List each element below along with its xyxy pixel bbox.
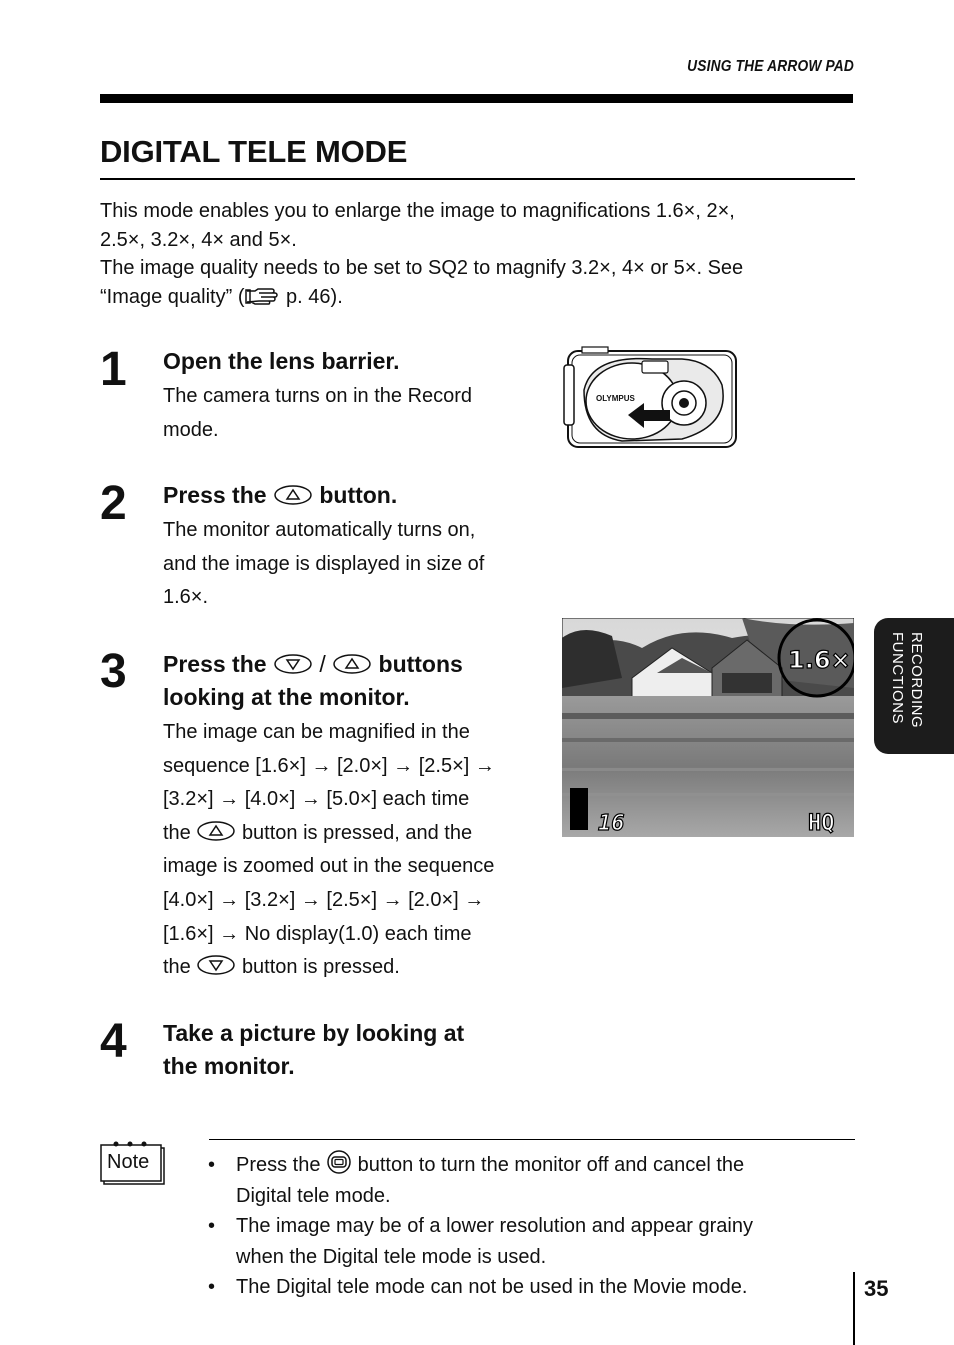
step-number: 4 — [100, 1015, 127, 1068]
step-body-text: the — [163, 821, 191, 844]
note-text: Digital tele mode. — [236, 1184, 391, 1207]
step-body-line: and the image is displayed in size of — [163, 552, 485, 575]
down-arrow-button-icon — [196, 954, 236, 976]
section-title-rule — [100, 178, 855, 180]
step-body-line — [163, 951, 495, 985]
side-tab-line: RECORDING — [908, 632, 925, 729]
quality-indicator: HQ — [808, 811, 835, 836]
monitor-button-icon — [326, 1150, 352, 1174]
camera-brand-text: OLYMPUS — [596, 394, 635, 403]
step-title: Open the lens barrier. — [163, 348, 400, 374]
note-text: Press the — [236, 1154, 321, 1176]
frame-count: 16 — [598, 811, 625, 836]
step-body-line: The monitor automatically turns on, — [163, 519, 476, 541]
step-body-line: mode. — [163, 418, 219, 441]
step-number: 3 — [100, 645, 127, 698]
note-rule — [209, 1139, 855, 1140]
note-badge — [100, 1140, 166, 1186]
chapter-side-tab-label — [888, 632, 926, 728]
page-reference-hand-icon — [245, 287, 281, 305]
step-body-line: image is zoomed out in the sequence — [163, 855, 495, 878]
step-body-text: the — [163, 956, 191, 979]
page-number: 35 — [864, 1276, 889, 1301]
side-tab-line: FUNCTIONS — [889, 632, 906, 724]
step-body-line — [163, 817, 495, 851]
step-title — [163, 648, 463, 714]
step-number: 1 — [100, 343, 127, 396]
note-item — [208, 1211, 848, 1272]
note-text: The Digital tele mode can not be used in the Movie mode. — [236, 1276, 748, 1298]
intro-text: p. 46). — [280, 285, 343, 308]
bullet: • — [208, 1154, 216, 1176]
note-list — [208, 1150, 848, 1303]
step-body-text: button is pressed. — [241, 956, 400, 979]
step-body-text: button is pressed, and the — [241, 821, 473, 844]
step-title-text: buttons — [378, 651, 463, 677]
camera-drawing — [562, 345, 740, 451]
step-body-line: sequence [1.6×] → [2.0×] → [2.5×] → — [163, 754, 495, 777]
step-title-line: looking at the monitor. — [163, 684, 410, 710]
up-arrow-button-icon — [332, 653, 372, 675]
step-title-text: Press the — [163, 651, 267, 677]
intro-line: 2.5×, 3.2×, 4× and 5×. — [100, 228, 297, 251]
up-arrow-button-icon — [196, 820, 236, 842]
step-body-line: [3.2×] → [4.0×] → [5.0×] each time — [163, 788, 470, 811]
step-body — [163, 716, 495, 985]
note-label: Note — [107, 1151, 150, 1173]
up-arrow-button-icon — [273, 484, 313, 506]
camera-illustration — [562, 345, 740, 451]
step-body-line: [4.0×] → [3.2×] → [2.5×] → [2.0×] → — [163, 888, 485, 911]
header-rule — [100, 94, 853, 103]
step-title-line: the monitor. — [163, 1053, 295, 1079]
step-title — [163, 1017, 464, 1083]
step-body — [163, 380, 472, 447]
bullet: • — [208, 1276, 216, 1298]
bullet: • — [208, 1215, 216, 1237]
intro-line: This mode enables you to enlarge the image to magnifications 1.6×, 2×, — [100, 200, 735, 222]
section-title: DIGITAL TELE MODE — [100, 134, 408, 169]
step-body — [163, 514, 484, 615]
zoom-indicator: 1.6× — [788, 646, 851, 674]
chapter-side-tab — [874, 618, 954, 754]
step-title — [163, 479, 397, 512]
step-body-line: [1.6×] → No display(1.0) each time — [163, 922, 472, 945]
note-item — [208, 1150, 848, 1211]
note-text: when the Digital tele mode is used. — [236, 1245, 547, 1268]
step-body-line: The camera turns on in the Record — [163, 385, 473, 407]
note-item — [208, 1272, 848, 1303]
step-body-line: 1.6×. — [163, 586, 209, 609]
down-arrow-button-icon — [273, 653, 313, 675]
step-title-line — [163, 648, 463, 681]
intro-line — [100, 283, 840, 312]
intro-paragraph — [100, 197, 840, 311]
running-header: USING THE ARROW PAD — [687, 58, 854, 75]
note-text: The image may be of a lower resolution and appear grainy — [236, 1215, 753, 1237]
step-title-text: button. — [319, 482, 398, 508]
monitor-screen-image — [562, 618, 854, 837]
step-number: 2 — [100, 477, 127, 530]
step-body-line: The image can be magnified in the — [163, 721, 470, 743]
intro-line: The image quality needs to be set to SQ2 to magnify 3.2×, 4× or 5×. See — [100, 257, 744, 279]
step-title-text: / — [319, 651, 326, 677]
note-text: button to turn the monitor off and cancel the — [357, 1154, 745, 1176]
step-title-line: Take a picture by looking at — [163, 1020, 465, 1046]
intro-text: “Image quality” ( — [100, 285, 245, 308]
step-title-text: Press the — [163, 482, 267, 508]
page-number-rule — [853, 1272, 855, 1345]
monitor-photo — [562, 618, 854, 837]
